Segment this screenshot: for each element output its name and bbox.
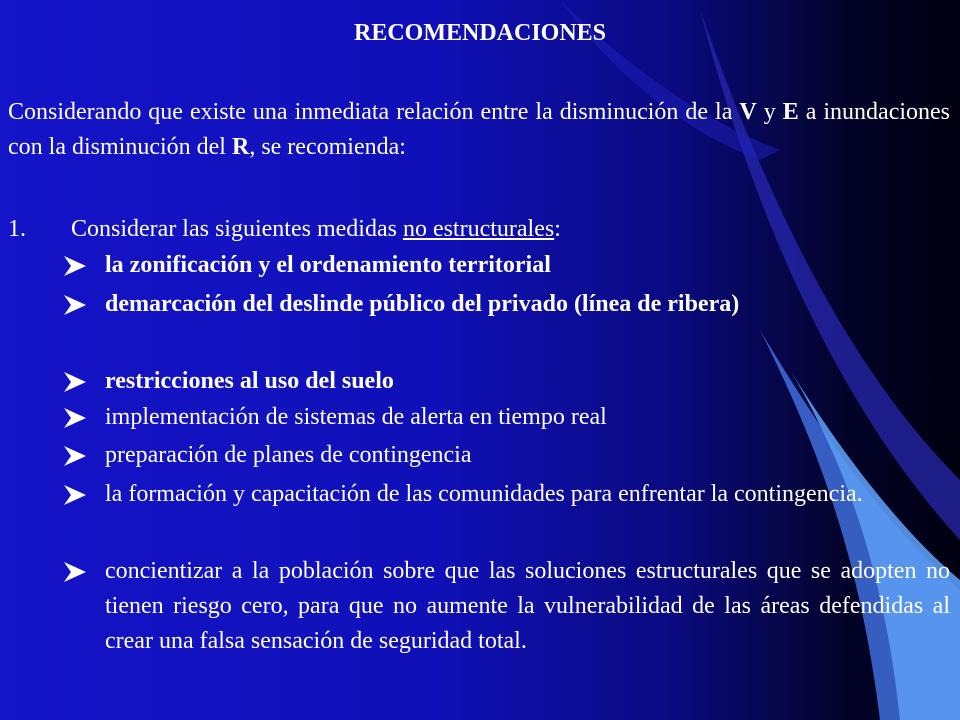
arrowhead-bullet-icon	[62, 254, 88, 278]
bullet-2: demarcación del deslinde público del privado (línea de ribera)	[105, 291, 740, 317]
arrowhead-bullet-icon	[62, 444, 88, 468]
arrowhead-bullet-icon	[62, 406, 88, 430]
intro-text-1: Considerando que existe una inmediata relación entre la disminución de la	[8, 99, 740, 125]
intro-text-3: a inundaciones con la disminución del	[8, 99, 951, 160]
bullet-5: preparación de planes de contingencia	[105, 442, 472, 468]
bullet-7: concientizar a la población sobre que las soluciones estructurales que se adopten no tienen riesgo cero, para que no aumente la vulnerabilidad de las áreas defendidas al crear una falsa sensación de seguridad total.	[105, 558, 950, 654]
arrowhead-bullet-icon	[62, 560, 88, 584]
intro-text-2: y	[756, 99, 783, 125]
bullet-1: la zonificación y el ordenamiento territorial	[105, 252, 551, 278]
intro-r: R	[231, 134, 250, 160]
slide-title: RECOMENDACIONES	[353, 20, 607, 46]
bullet-4: implementación de sistemas de alerta en tiempo real	[105, 404, 607, 430]
item-1-number: 1.	[8, 216, 26, 242]
intro-paragraph	[8, 95, 950, 165]
arrowhead-bullet-icon	[62, 370, 88, 394]
intro-text-4: , se recomienda:	[249, 134, 406, 160]
intro-e: E	[782, 99, 799, 125]
bullet-3: restricciones al uso del suelo	[105, 368, 394, 394]
item-1-colon: :	[554, 216, 561, 242]
item-1-text: Considerar las siguientes medidas	[71, 216, 403, 242]
item-1-emphasis: no estructurales	[402, 216, 555, 242]
bullet-6: la formación y capacitación de las comunidades para enfrentar la contingencia.	[105, 481, 863, 507]
arrowhead-bullet-icon	[62, 293, 88, 317]
arrowhead-bullet-icon	[62, 483, 88, 507]
intro-v: V	[739, 99, 757, 125]
item-1	[71, 212, 561, 247]
